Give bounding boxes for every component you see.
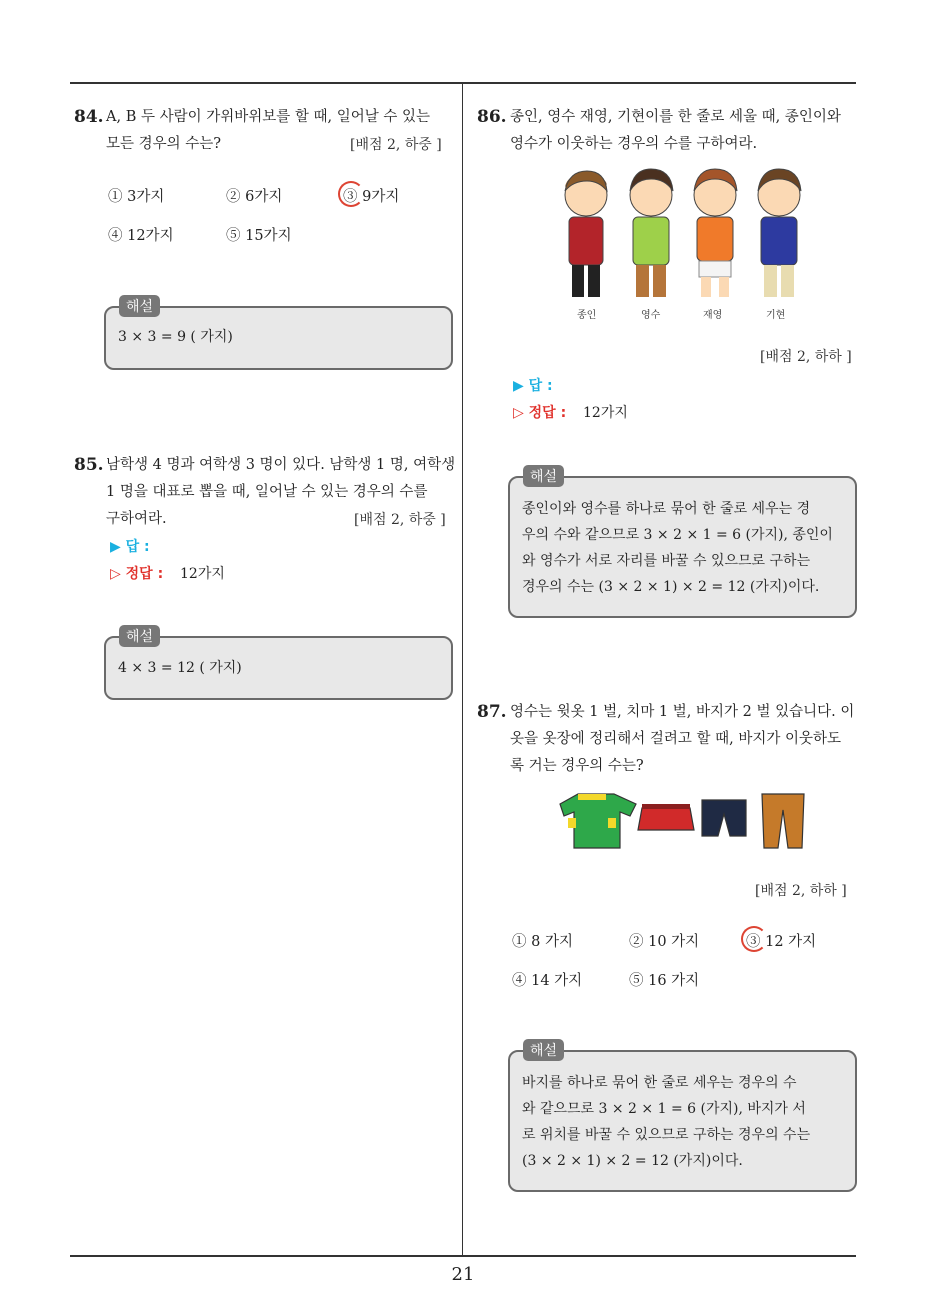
explanation-tag: 해설 [119,625,160,647]
score-label: [배점 2, 하중 ] [350,137,442,153]
answer-label: ▶ 답 : [513,378,553,394]
question-text-line3: 구하여라. [106,511,167,527]
pants-dark [702,800,746,836]
explanation-line2: 와 같으므로 3 × 2 × 1 = 6 (가지), 바지가 서 [522,1101,806,1117]
kid-gihyeon [758,169,801,297]
option-4[interactable]: ④ 14 가지 [512,973,583,989]
pants-brown [762,794,804,848]
explanation-line4: 경우의 수는 (3 × 2 × 1) × 2 = 12 (가지)이다. [522,579,820,595]
column-divider [462,84,463,1256]
question-text-line1: 영수는 윗옷 1 벌, 치마 1 벌, 바지가 2 벌 있습니다. 이 [510,704,855,720]
explanation-line3: 로 위치를 바꿀 수 있으므로 구하는 경우의 수는 [522,1127,811,1143]
kid-label-4: 기현 [766,310,786,321]
option-3[interactable]: ③ 9가지 [343,189,400,205]
kid-label-3: 재영 [703,310,723,321]
option-1[interactable]: ① 8 가지 [512,934,573,950]
question-text-line3: 록 거는 경우의 수는? [510,758,644,774]
explanation-line2: 우의 수와 같으므로 3 × 2 × 1 = 6 (가지), 종인이 [522,527,833,543]
score-label: [배점 2, 하하 ] [760,349,852,365]
answer-circle-mark [338,181,364,207]
kid-jongin [565,171,607,297]
explanation-text: 3 × 3 = 9 ( 가지) [118,329,233,345]
children-illustration [555,165,815,305]
question-number: 85. [74,455,104,475]
correct-answer-value: 12가지 [180,566,225,582]
question-text-line2: 1 명을 대표로 뽑을 때, 일어날 수 있는 경우의 수를 [106,484,428,500]
question-text-line2: 모든 경우의 수는? [106,136,222,152]
kid-jaeyoung [694,169,737,297]
explanation-line1: 바지를 하나로 묶어 한 줄로 세우는 경우의 수 [522,1075,797,1091]
option-1[interactable]: ① 3가지 [108,189,165,205]
answer-circle-mark [741,926,767,952]
option-5[interactable]: ⑤ 15가지 [226,228,292,244]
option-3[interactable]: ③ 12 가지 [746,934,817,950]
question-number: 86. [477,107,507,127]
explanation-line3: 와 영수가 서로 자리를 바꿀 수 있으므로 구하는 [522,553,811,569]
kid-label-1: 종인 [577,310,597,321]
score-label: [배점 2, 하하 ] [755,883,847,899]
correct-answer-label: ▷ 정답 : [513,405,567,421]
option-4[interactable]: ④ 12가지 [108,228,174,244]
correct-answer-label: ▷ 정답 : [110,566,164,582]
correct-answer-value: 12가지 [583,405,628,421]
explanation-box [508,1050,857,1192]
explanation-line4: (3 × 2 × 1) × 2 = 12 (가지)이다. [522,1153,743,1169]
question-number: 87. [477,702,507,722]
explanation-tag: 해설 [523,1039,564,1061]
kid-youngsu [630,169,673,297]
question-text-line1: A, B 두 사람이 가위바위보를 할 때, 일어날 수 있는 [106,109,430,125]
option-2[interactable]: ② 10 가지 [629,934,700,950]
explanation-text: 4 × 3 = 12 ( 가지) [118,660,242,676]
explanation-box [508,476,857,618]
clothes-illustration [558,790,808,852]
question-text-line1: 종인, 영수 재영, 기현이를 한 줄로 세울 때, 종인이와 [510,109,841,125]
question-text-line2: 옷을 옷장에 정리해서 걸려고 할 때, 바지가 이웃하도 [510,731,842,747]
option-2[interactable]: ② 6가지 [226,189,283,205]
explanation-tag: 해설 [523,465,564,487]
bottom-rule [70,1255,856,1257]
option-5[interactable]: ⑤ 16 가지 [629,973,700,989]
page-number: 21 [451,1264,475,1285]
question-text-line2: 영수가 이웃하는 경우의 수를 구하여라. [510,136,758,152]
top-garment [560,794,636,848]
question-text-line1: 남학생 4 명과 여학생 3 명이 있다. 남학생 1 명, 여학생 [106,457,456,473]
skirt [638,804,694,830]
answer-label: ▶ 답 : [110,539,150,555]
explanation-line1: 종인이와 영수를 하나로 묶어 한 줄로 세우는 경 [522,501,811,517]
top-rule [70,82,856,84]
kid-label-2: 영수 [641,310,661,321]
question-number: 84. [74,107,104,127]
score-label: [배점 2, 하중 ] [354,512,446,528]
explanation-tag: 해설 [119,295,160,317]
